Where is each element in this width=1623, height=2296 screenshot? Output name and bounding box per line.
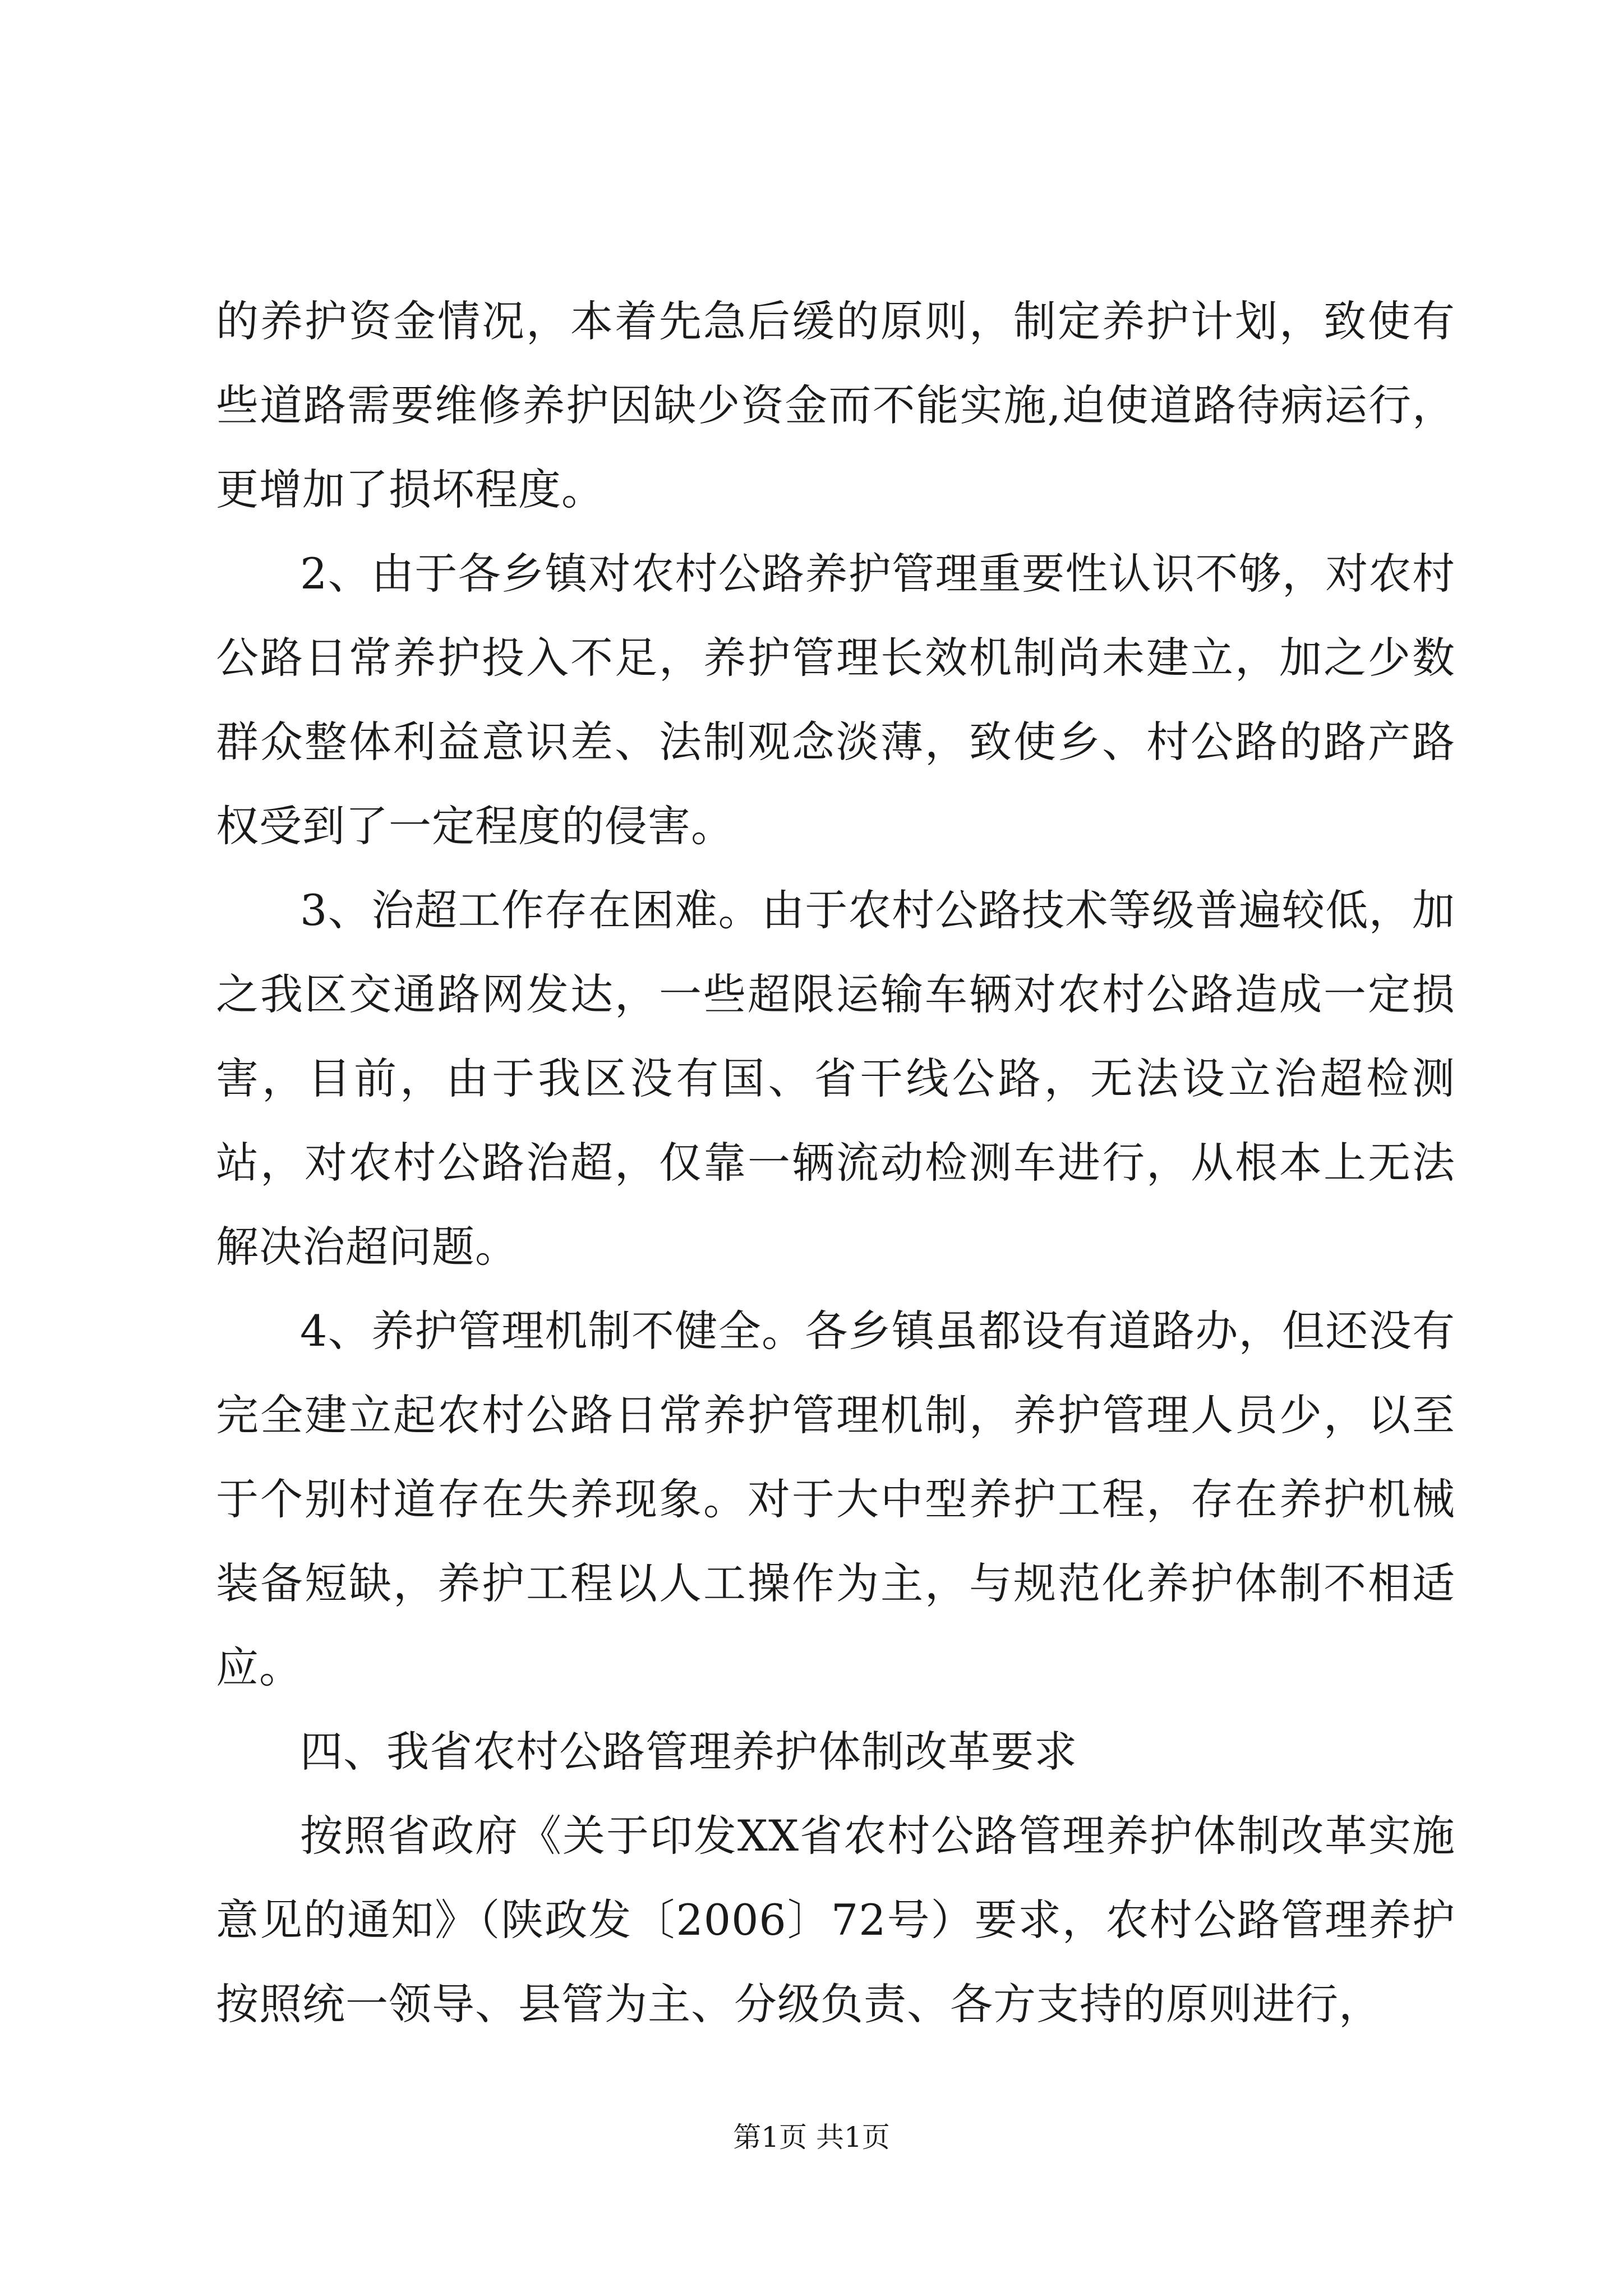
paragraph-item-2: 2、由于各乡镇对农村公路养护管理重要性认识不够，对农村公路日常养护投入不足，养护管理长效机制尚未建立，加之少数群众整体利益意识差、法制观念淡薄，致使乡、村公路的路产路权受到了一定程度的侵害。 bbox=[216, 549, 1455, 851]
section-heading: 四、我省农村公路管理养护体制改革要求 bbox=[300, 1727, 1077, 1777]
page-footer: 第1页 共1页 bbox=[733, 2121, 890, 2154]
paragraph-policy: 按照省政府《关于印发XX省农村公路管理养护体制改革实施意见的通知》（陕政发〔2006〕72号）要求，农村公路管理养护按照统一领导、县管为主、分级负责、各方支持的原则进行， bbox=[216, 1811, 1455, 2029]
document-body bbox=[216, 279, 1455, 2046]
paragraph-item-4: 4、养护管理机制不健全。各乡镇虽都设有道路办，但还没有完全建立起农村公路日常养护管理机制，养护管理人员少，以至于个别村道存在失养现象。对于大中型养护工程，存在养护机械装备短缺，养护工程以人工操作为主，与规范化养护体制不相适应。 bbox=[216, 1306, 1455, 1692]
paragraph-continuation: 的养护资金情况，本着先急后缓的原则，制定养护计划，致使有些道路需要维修养护因缺少资金而不能实施,迫使道路待病运行，更增加了损坏程度。 bbox=[216, 296, 1455, 514]
paragraph-item-3: 3、治超工作存在困难。由于农村公路技术等级普遍较低，加之我区交通路网发达，一些超限运输车辆对农村公路造成一定损害，目前，由于我区没有国、省干线公路，无法设立治超检测站，对农村公路治超，仅靠一辆流动检测车进行，从根本上无法解决治超问题。 bbox=[216, 885, 1455, 1272]
